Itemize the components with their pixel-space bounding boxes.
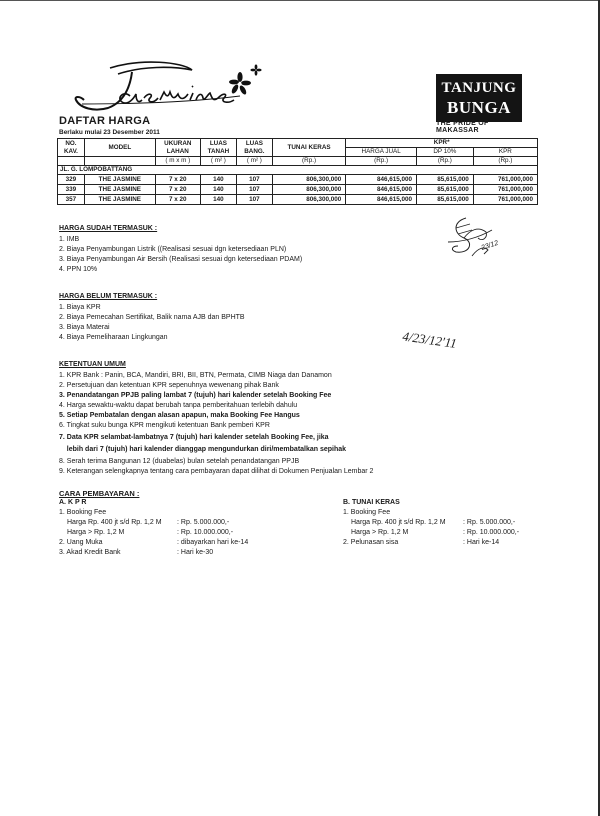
table-location-row — [58, 166, 538, 175]
section-excluded — [59, 292, 245, 343]
unit-kpr: (Rp.) — [473, 157, 537, 166]
fee-row — [59, 528, 319, 538]
header-kpr: KPR — [473, 148, 537, 157]
fee-label: Harga > Rp. 1,2 M — [67, 529, 125, 536]
list-item: 2. Biaya Penyambungan Listrik ((Realisasi sesuai dgn ketersediaan PLN) — [59, 246, 287, 253]
cell-luas-tanah: 140 — [200, 185, 236, 195]
payment-kpr-head: A. K P R — [59, 499, 87, 506]
doc-title: DAFTAR HARGA — [59, 115, 151, 127]
fee-label: Harga Rp. 400 jt s/d Rp. 1,2 M — [351, 519, 446, 526]
section-title: HARGA BELUM TERMASUK : — [59, 293, 158, 300]
cell-luas-bang: 107 — [236, 175, 272, 185]
list-item: 7. Data KPR selambat-lambatnya 7 (tujuh) hari kalender setelah Booking Fee, jika — [59, 434, 329, 441]
header-luas-tanah: LUAS TANAH — [200, 139, 236, 157]
fee-label: Harga > Rp. 1,2 M — [351, 529, 409, 536]
cell-ukuran: 7 x 20 — [155, 195, 200, 205]
fee-row — [343, 538, 543, 548]
location-label: JL. G. LOMPOBATTANG — [58, 166, 538, 175]
fee-value: : dibayarkan hari ke-14 — [177, 539, 249, 546]
cell-luas-tanah: 140 — [200, 195, 236, 205]
list-item: 8. Serah terima Bangunan 12 (duabelas) bulan setelah penandatangan PPJB — [59, 458, 300, 465]
fee-value: : Rp. 10.000.000,- — [177, 529, 234, 536]
jasmine-logo — [72, 60, 262, 114]
brand-line-2: BUNGA — [447, 98, 511, 117]
fee-row — [343, 518, 543, 528]
header-model: MODEL — [84, 139, 155, 157]
unit-harga-jual: (Rp.) — [346, 157, 417, 166]
unit-luas-tanah: ( m² ) — [200, 157, 236, 166]
list-item: 6. Tingkat suku bunga KPR mengikuti ketentuan Bank pemberi KPR — [59, 422, 270, 429]
cell-kpr: 761,000,000 — [473, 195, 537, 205]
tanjung-bunga-logo — [436, 74, 522, 122]
section-title: KETENTUAN UMUM — [59, 361, 126, 368]
unit-tunai: (Rp.) — [272, 157, 346, 166]
section-included — [59, 224, 302, 275]
booking-fee-label: 1. Booking Fee — [59, 509, 107, 516]
payment-title: CARA PEMBAYARAN : — [59, 489, 140, 498]
cell-harga-jual: 846,615,000 — [346, 195, 417, 205]
scan-edge-top — [0, 0, 600, 1]
header-dp: DP 10% — [416, 148, 473, 157]
table-header-row — [58, 139, 538, 148]
doc-subtitle: Berlaku mulai 23 Desember 2011 — [59, 129, 160, 136]
fee-value: : Rp. 5.000.000,- — [463, 519, 516, 526]
table-units-row — [58, 157, 538, 166]
cell-model: THE JASMINE — [84, 185, 155, 195]
cell-harga-jual: 846,615,000 — [346, 185, 417, 195]
unit-dp: (Rp.) — [416, 157, 473, 166]
list-item: 2. Persetujuan dan ketentuan KPR sepenuhnya wewenang pihak Bank — [59, 382, 279, 389]
date-note: 4/23/12'11 — [401, 328, 458, 351]
brand-tagline: THE PRIDE OF MAKASSAR — [436, 120, 489, 134]
price-table — [57, 138, 538, 205]
list-item: 1. Biaya KPR — [59, 304, 101, 311]
header-luas-bang: LUAS BANG. — [236, 139, 272, 157]
handwritten-signature — [444, 212, 522, 266]
cell-model: THE JASMINE — [84, 195, 155, 205]
list-item: 4. Harga sewaktu-waktu dapat berubah tanpa pemberitahuan terlebih dahulu — [59, 402, 298, 409]
unit-ukuran: ( m x m ) — [155, 157, 200, 166]
header-tunai: TUNAI KERAS — [272, 139, 346, 157]
fee-value: : Rp. 10.000.000,- — [463, 529, 520, 536]
list-item: 1. IMB — [59, 236, 80, 243]
cell-no: 339 — [58, 185, 85, 195]
section-title: HARGA SUDAH TERMASUK : — [59, 225, 158, 232]
cell-model: THE JASMINE — [84, 175, 155, 185]
cell-kpr: 761,000,000 — [473, 185, 537, 195]
cell-no: 329 — [58, 175, 85, 185]
list-item: 2. Biaya Pemecahan Sertifikat, Balik nama AJB dan BPHTB — [59, 314, 245, 321]
cell-ukuran: 7 x 20 — [155, 185, 200, 195]
table-row — [58, 175, 538, 185]
fee-row — [59, 518, 319, 528]
fee-label: 2. Pelunasan sisa — [343, 539, 399, 546]
cell-dp: 85,615,000 — [416, 195, 473, 205]
cell-harga-jual: 846,615,000 — [346, 175, 417, 185]
list-item: 3. Biaya Penyambungan Air Bersih (Realisasi sesuai dgn ketersediaan PDAM) — [59, 256, 303, 263]
header-no: NO. KAV. — [58, 139, 85, 157]
header-kpr-group: KPR* — [346, 139, 538, 148]
cell-kpr: 761,000,000 — [473, 175, 537, 185]
cell-no: 357 — [58, 195, 85, 205]
cell-luas-tanah: 140 — [200, 175, 236, 185]
cell-dp: 85,615,000 — [416, 185, 473, 195]
header-ukuran: UKURAN LAHAN — [155, 139, 200, 157]
list-item: 3. Penandatangan PPJB paling lambat 7 (tujuh) hari kalender setelah Booking Fee — [59, 392, 332, 399]
fee-label: 3. Akad Kredit Bank — [59, 549, 121, 556]
cell-dp: 85,615,000 — [416, 175, 473, 185]
list-item: lebih dari 7 (tujuh) hari kalender dianggap mengundurkan diri/membatalkan sepihak — [59, 446, 347, 453]
list-item: 4. PPN 10% — [59, 266, 98, 273]
list-item: 1. KPR Bank : Panin, BCA, Mandiri, BRI, BII, BTN, Permata, CIMB Niaga dan Danamon — [59, 372, 332, 379]
table-row — [58, 195, 538, 205]
section-general-terms — [59, 360, 373, 477]
signature-date: 23/12 — [480, 239, 500, 252]
fee-value: : Hari ke-30 — [177, 549, 214, 556]
cell-ukuran: 7 x 20 — [155, 175, 200, 185]
list-item: 5. Setiap Pembatalan dengan alasan apapun, maka Booking Fee Hangus — [59, 412, 300, 419]
list-item: 9. Keterangan selengkapnya tentang cara pembayaran dapat dilihat di Dokumen Penjualan Lembar 2 — [59, 468, 374, 475]
list-item: 4. Biaya Pemeliharaan Lingkungan — [59, 334, 168, 341]
cell-luas-bang: 107 — [236, 195, 272, 205]
table-row — [58, 185, 538, 195]
fee-row — [59, 538, 319, 548]
booking-fee-label: 1. Booking Fee — [343, 509, 391, 516]
fee-value: : Hari ke-14 — [463, 539, 500, 546]
brand-line-1: TANJUNG — [441, 80, 517, 96]
payment-kpr — [59, 498, 319, 558]
unit-luas-bang: ( m² ) — [236, 157, 272, 166]
cell-tunai: 806,300,000 — [272, 195, 346, 205]
cell-tunai: 806,300,000 — [272, 175, 346, 185]
payment-cash-head: B. TUNAI KERAS — [343, 499, 400, 506]
cell-tunai: 806,300,000 — [272, 185, 346, 195]
header-harga-jual: HARGA JUAL — [346, 148, 417, 157]
fee-row — [59, 548, 319, 558]
fee-value: : Rp. 5.000.000,- — [177, 519, 230, 526]
cell-luas-bang: 107 — [236, 185, 272, 195]
fee-label: 2. Uang Muka — [59, 539, 103, 546]
fee-label: Harga Rp. 400 jt s/d Rp. 1,2 M — [67, 519, 162, 526]
list-item: 3. Biaya Materai — [59, 324, 110, 331]
payment-cash — [343, 498, 543, 548]
fee-row — [343, 528, 543, 538]
handwritten-date-note — [398, 318, 464, 366]
